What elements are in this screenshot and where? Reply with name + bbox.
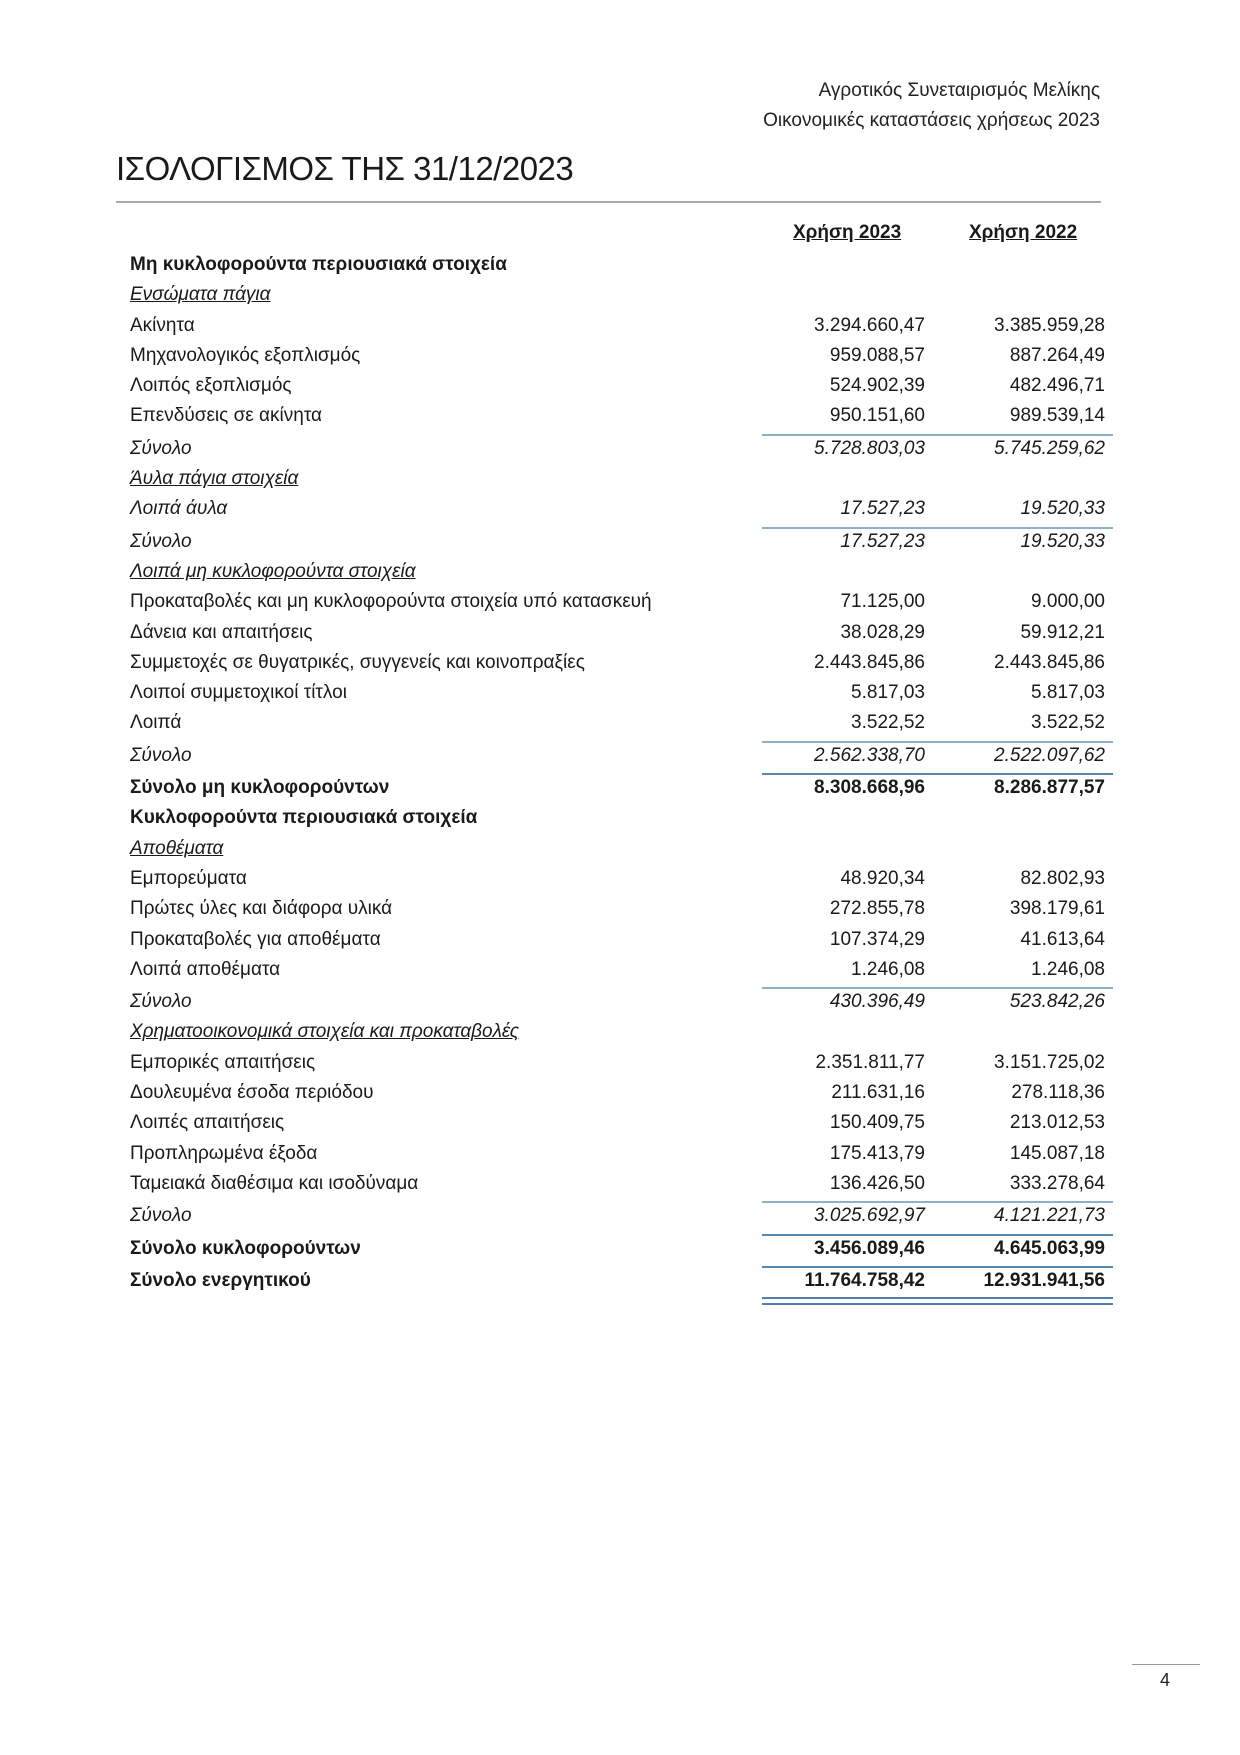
value-2022: 8.286.877,57 [994,777,1105,799]
row-label: Σύνολο [130,530,192,552]
row-label: Σύνολο ενεργητικού [130,1269,311,1291]
column-header-2022: Χρήση 2022 [969,222,1078,243]
value-2023: 3.025.692,97 [814,1205,925,1227]
table-row [0,401,1240,431]
row-label: Λοιπά αποθέματα [130,958,281,980]
row-label: Άυλα πάγια στοιχεία [130,468,299,490]
table-row [0,371,1240,401]
value-2022: 12.931.941,56 [983,1269,1105,1291]
value-2022: 278.118,36 [1011,1082,1105,1104]
value-2022: 523.842,26 [1009,991,1105,1013]
row-label: Δουλευμένα έσοδα περιόδου [130,1082,374,1104]
value-2023: 950.151,60 [829,405,925,427]
section-heading [0,803,1240,833]
total-row [0,987,1240,1017]
table-row [0,1139,1240,1169]
document-header [763,76,1100,136]
value-2023: 48.920,34 [840,867,925,889]
total-row [0,1266,1240,1296]
value-2022: 4.121.221,73 [994,1205,1105,1227]
row-label: Ταμειακά διαθέσιμα και ισοδύναμα [130,1172,419,1194]
total-row [0,1201,1240,1231]
row-label: Σύνολο [130,991,192,1013]
row-label: Λοιπές απαιτήσεις [130,1112,285,1134]
grand-total-double-underline [762,1297,1113,1305]
total-row [0,773,1240,803]
table-row [0,708,1240,738]
row-label: Κυκλοφορούντα περιουσιακά στοιχεία [130,807,478,829]
value-2023: 71.125,00 [840,591,925,613]
value-2023: 524.902,39 [829,375,925,397]
value-2022: 19.520,33 [1020,530,1105,552]
table-row [0,1108,1240,1138]
value-2023: 959.088,57 [829,344,925,366]
value-2022: 3.151.725,02 [994,1051,1105,1073]
row-label: Μηχανολογικός εξοπλισμός [130,344,361,366]
total-row [0,741,1240,771]
section-heading [0,250,1240,280]
total-row [0,1234,1240,1264]
row-label: Λοιπά [130,712,182,734]
row-label: Προπληρωμένα έξοδα [130,1142,318,1164]
subsection-heading [0,464,1240,494]
row-label: Ενσώματα πάγια [130,284,271,306]
value-2022: 482.496,71 [1009,375,1105,397]
value-2023: 107.374,29 [829,928,925,950]
page-title: ΙΣΟΛΟΓΙΣΜΟΣ ΤΗΣ 31/12/2023 [116,150,574,187]
total-row [0,434,1240,464]
row-label: Εμπορικές απαιτήσεις [130,1051,316,1073]
table-row [0,311,1240,341]
row-label: Δάνεια και απαιτήσεις [130,621,313,643]
row-label: Σύνολο [130,744,192,766]
value-2023: 272.855,78 [829,898,925,920]
value-2023: 5.817,03 [851,682,925,704]
row-label: Σύνολο μη κυκλοφορούντων [130,777,390,799]
total-row [0,527,1240,557]
value-2022: 2.443.845,86 [994,651,1105,673]
value-2023: 211.631,16 [831,1082,925,1104]
table-row [0,587,1240,617]
footer-divider [1132,1664,1200,1665]
value-2023: 38.028,29 [840,621,925,643]
table-row [0,678,1240,708]
value-2022: 887.264,49 [1009,344,1105,366]
value-2022: 5.817,03 [1031,682,1105,704]
value-2023: 1.246,08 [851,958,925,980]
value-2023: 430.396,49 [829,991,925,1013]
row-label: Συμμετοχές σε θυγατρικές, συγγενείς και κοινοπραξίες [130,651,585,673]
value-2023: 3.522,52 [851,712,925,734]
title-divider [116,201,1101,203]
table-row [0,894,1240,924]
value-2023: 17.527,23 [840,530,925,552]
value-2022: 82.802,93 [1020,867,1105,889]
row-label: Εμπορεύματα [130,867,247,889]
value-2022: 145.087,18 [1009,1142,1105,1164]
value-2022: 41.613,64 [1020,928,1105,950]
table-row [0,1169,1240,1199]
value-2022: 989.539,14 [1009,405,1105,427]
value-2023: 3.456.089,46 [814,1237,925,1259]
table-row [0,864,1240,894]
value-2023: 136.426,50 [829,1172,925,1194]
value-2022: 59.912,21 [1020,621,1105,643]
value-2022: 213.012,53 [1009,1112,1105,1134]
row-label: Λοιποί συμμετοχικοί τίτλοι [130,682,347,704]
value-2023: 175.413,79 [829,1142,925,1164]
table-row [0,648,1240,678]
table-row [0,1078,1240,1108]
value-2022: 19.520,33 [1020,498,1105,520]
organization-name: Αγροτικός Συνεταιρισμός Μελίκης [818,80,1100,101]
value-2023: 8.308.668,96 [814,777,925,799]
value-2022: 3.385.959,28 [994,314,1105,336]
row-label: Αποθέματα [130,837,224,859]
value-2022: 5.745.259,62 [994,437,1105,459]
value-2023: 150.409,75 [829,1112,925,1134]
value-2023: 2.351.811,77 [815,1051,925,1073]
value-2023: 5.728.803,03 [814,437,925,459]
subsection-heading [0,1017,1240,1047]
subsection-heading [0,280,1240,310]
value-2022: 3.522,52 [1031,712,1105,734]
table-row [0,494,1240,524]
value-2022: 2.522.097,62 [994,744,1105,766]
value-2023: 17.527,23 [840,498,925,520]
value-2023: 11.764.758,42 [804,1269,925,1291]
value-2023: 2.562.338,70 [814,744,925,766]
row-label: Λοιπά άυλα [130,498,228,520]
row-label: Προκαταβολές για αποθέματα [130,928,381,950]
table-row [0,341,1240,371]
row-label: Προκαταβολές και μη κυκλοφορούντα στοιχεία υπό κατασκευή [130,591,652,613]
row-label: Λοιπά μη κυκλοφορούντα στοιχεία [130,560,416,582]
value-2022: 1.246,08 [1031,958,1105,980]
value-2023: 3.294.660,47 [814,314,925,336]
table-row [0,955,1240,985]
row-label: Σύνολο κυκλοφορούντων [130,1237,361,1259]
page-number: 4 [1160,1670,1171,1690]
value-2023: 2.443.845,86 [814,651,925,673]
column-header-2023: Χρήση 2023 [793,222,902,243]
balance-sheet-table [0,250,1240,1305]
column-headers [0,222,1240,252]
value-2022: 333.278,64 [1009,1172,1105,1194]
row-label: Λοιπός εξοπλισμός [130,375,292,397]
value-2022: 9.000,00 [1031,591,1105,613]
row-label: Επενδύσεις σε ακίνητα [130,405,323,427]
subsection-heading [0,557,1240,587]
document-subtitle: Οικονομικές καταστάσεις χρήσεως 2023 [763,110,1100,131]
row-label: Χρηματοοικονομικά στοιχεία και προκαταβολές [130,1021,520,1043]
row-label: Πρώτες ύλες και διάφορα υλικά [130,898,393,920]
row-label: Μη κυκλοφορούντα περιουσιακά στοιχεία [130,254,507,275]
value-2022: 4.645.063,99 [994,1237,1105,1259]
table-row [0,925,1240,955]
row-label: Σύνολο [130,1205,192,1227]
table-row [0,618,1240,648]
table-row [0,1048,1240,1078]
row-label: Σύνολο [130,437,192,459]
subsection-heading [0,834,1240,864]
row-label: Ακίνητα [130,314,195,336]
value-2022: 398.179,61 [1009,898,1105,920]
